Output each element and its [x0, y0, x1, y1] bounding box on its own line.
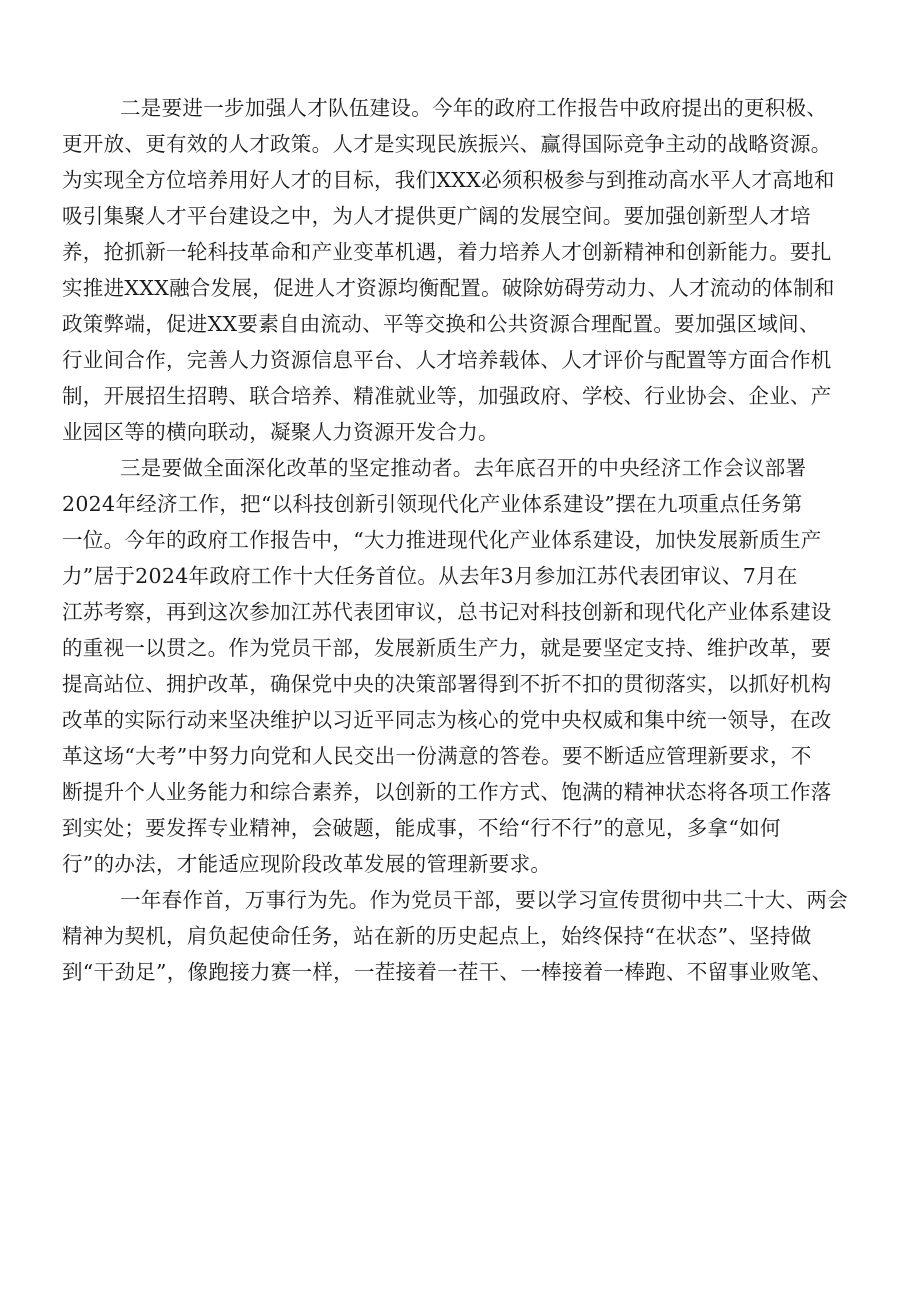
paragraph-talent	[62, 90, 882, 450]
text-line: 一位。今年的政府工作报告中，“大力推进现代化产业体系建设，加快发展新质生产	[62, 528, 822, 552]
text-line: 制，开展招生招聘、联合培养、精准就业等，加强政府、学校、行业协会、企业、产	[62, 384, 832, 408]
paragraph-reform	[62, 450, 882, 882]
text-line: 为实现全方位培养用好人才的目标，我们XXX必须积极参与到推动高水平人才高地和	[62, 168, 835, 192]
text-line: 江苏考察，再到这次参加江苏代表团审议，总书记对科技创新和现代化产业体系建设	[62, 600, 832, 624]
text-line: 到实处；要发挥专业精神，会破题，能成事，不给“行不行”的意见，多拿“如何	[62, 816, 781, 840]
text-line: 吸引集聚人才平台建设之中，为人才提供更广阔的发展空间。要加强创新型人才培	[62, 204, 811, 228]
text-line: 断提升个人业务能力和综合素养，以创新的工作方式、饱满的精神状态将各项工作落	[62, 780, 832, 804]
text-line: 精神为契机，肩负起使命任务，站在新的历史起点上，始终保持“在状态”、坚持做	[62, 924, 812, 948]
text-line: 更开放、更有效的人才政策。人才是实现民族振兴、赢得国际竞争主动的战略资源。	[62, 132, 832, 156]
text-line: 行”的办法，才能适应现阶段改革发展的管理新要求。	[62, 852, 552, 876]
text-line: 2024年经济工作，把“以科技创新引领现代化产业体系建设”摆在九项重点任务第	[62, 492, 803, 516]
text-line: 革这场“大考”中努力向党和人民交出一份满意的答卷。要不断适应管理新要求，不	[62, 744, 812, 768]
document-body	[62, 90, 882, 990]
text-line: 养，抢抓新一轮科技革命和产业变革机遇，着力培养人才创新精神和创新能力。要扎	[62, 240, 832, 264]
text-line: 行业间合作，完善人力资源信息平台、人才培养载体、人才评价与配置等方面合作机	[62, 348, 832, 372]
text-line: 改革的实际行动来坚决维护以习近平同志为核心的党中央权威和集中统一领导，在改	[62, 708, 832, 732]
paragraph-conclusion	[62, 882, 882, 990]
text-line: 实推进XXX融合发展，促进人才资源均衡配置。破除妨碍劳动力、人才流动的体制和	[62, 276, 835, 300]
text-line: 政策弊端，促进XX要素自由流动、平等交换和公共资源合理配置。要加强区域间、	[62, 312, 820, 336]
text-line: 到“干劲足”，像跑接力赛一样，一茬接着一茬干、一棒接着一棒跑、不留事业败笔、	[62, 960, 833, 984]
text-line: 业园区等的横向联动，凝聚人力资源开发合力。	[62, 420, 499, 444]
text-line: 力”居于2024年政府工作十大任务首位。从去年3月参加江苏代表团审议、7月在	[62, 564, 798, 588]
text-line: 提高站位、拥护改革，确保党中央的决策部署得到不折不扣的贯彻落实，以抓好机构	[62, 672, 832, 696]
text-line: 二是要进一步加强人才队伍建设。今年的政府工作报告中政府提出的更积极、	[120, 96, 828, 120]
text-line: 三是要做全面深化改革的坚定推动者。去年底召开的中央经济工作会议部署	[120, 456, 807, 480]
text-line: 的重视一以贯之。作为党员干部，发展新质生产力，就是要坚定支持、维护改革，要	[62, 636, 832, 660]
text-line: 一年春作首，万事行为先。作为党员干部，要以学习宣传贯彻中共二十大、两会	[120, 888, 848, 912]
